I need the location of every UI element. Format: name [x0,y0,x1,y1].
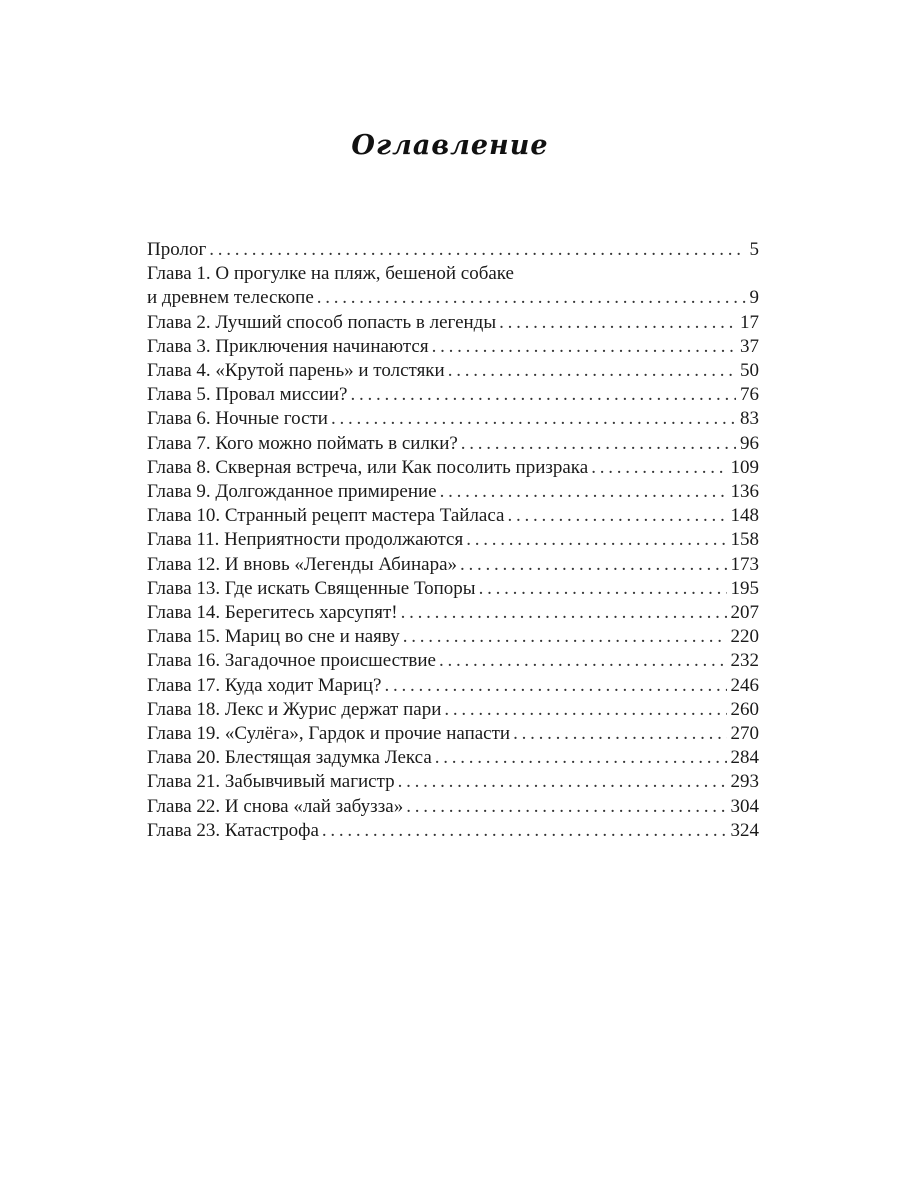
toc-entry [147,311,759,335]
toc-entry-page-number: 109 [730,456,759,478]
toc-entry [147,770,759,794]
toc-entry [147,601,759,625]
toc-entry-line [147,722,759,746]
toc-entry-page-number: 148 [730,505,759,527]
toc-entry-title: и древнем телескопе [147,287,314,309]
toc-entry [147,722,759,746]
toc-entry-page-number: 195 [730,577,759,599]
dot-leader [317,286,746,310]
toc-entry-page-number: 37 [740,335,759,357]
toc-entry-page-number: 284 [730,747,759,769]
toc-entry-line [147,286,759,310]
toc-entry-line [147,577,759,601]
toc-entry-page-number: 96 [740,432,759,454]
dot-leader [439,649,727,673]
toc-entry-title: Пролог [147,239,207,260]
toc-entry-page-number: 293 [730,771,759,793]
toc-entry-page-number: 304 [730,795,759,817]
toc-entry [147,553,759,577]
toc-entry-line [147,625,759,649]
dot-leader [513,722,726,746]
toc-entry [147,746,759,770]
toc-entry-title: Глава 8. Скверная встреча, или Как посолить призрака [147,456,589,478]
toc-entry-title: Глава 21. Забывчивый магистр [147,771,395,793]
dot-leader [406,795,726,819]
toc-entry-title: Глава 11. Неприятности продолжаются [147,529,464,551]
toc-entry-line [147,770,759,794]
toc-entry-page-number: 9 [749,287,759,309]
toc-entry-line [147,407,759,431]
toc-entry [147,528,759,552]
dot-leader [331,407,736,431]
toc-entry-title: Глава 15. Мариц во сне и наяву [147,626,400,648]
toc-entry-page-number: 260 [730,698,759,720]
toc-entry-title: Глава 17. Куда ходит Мариц? [147,674,382,696]
toc-entry-line [147,311,759,335]
dot-leader [432,335,736,359]
toc-entry-title: Глава 16. Загадочное происшествие [147,650,436,672]
dot-leader [385,674,727,698]
toc-entry-line [147,335,759,359]
toc-entry-line [147,528,759,552]
toc-entry [147,383,759,407]
toc-entry-page-number: 76 [740,384,759,406]
toc-entry [147,625,759,649]
toc-entry-title: Глава 20. Блестящая задумка Лекса [147,747,432,769]
toc-entry-line [147,553,759,577]
toc-entry-page-number: 50 [740,360,759,382]
toc-entry-title: Глава 10. Странный рецепт мастера Тайласа [147,505,505,527]
toc-entry [147,819,759,843]
toc-entry-page-number: 270 [730,723,759,745]
toc-entry [147,335,759,359]
toc-entry [147,238,759,262]
toc-entry-line [147,432,759,456]
toc-entry-line [147,601,759,625]
toc-entry-title: Глава 18. Лекс и Журис держат пари [147,698,442,720]
toc-entry-title: Глава 7. Кого можно поймать в силки? [147,432,458,454]
toc-entry [147,577,759,601]
dot-leader [499,311,736,335]
toc-entry-line [147,795,759,819]
dot-leader [466,528,726,552]
dot-leader [440,480,727,504]
toc-entry-title: Глава 4. «Крутой парень» и толстяки [147,360,445,382]
toc-entry-title: Глава 19. «Сулёга», Гардок и прочие напасти [147,723,511,745]
dot-leader [507,504,726,528]
toc-entry-line [147,674,759,698]
toc-entry [147,480,759,504]
dot-leader [479,577,727,601]
toc-entry-title: Глава 2. Лучший способ попасть в легенды [147,311,497,333]
dot-leader [435,746,727,770]
dot-leader [209,238,745,262]
toc-entry-line [147,456,759,480]
dot-leader [322,819,727,843]
toc-entry-page-number: 324 [730,819,759,841]
toc-entry-page-number: 207 [730,602,759,624]
toc-entry-line [147,383,759,407]
toc-entry-line [147,238,759,262]
toc-entry [147,359,759,383]
toc-entry [147,795,759,819]
toc-entry [147,674,759,698]
toc-entry-page-number: 83 [740,408,759,430]
toc-entry-line [147,480,759,504]
dot-leader [591,456,726,480]
dot-leader [461,432,736,456]
toc-entry [147,504,759,528]
toc-entry-title: Глава 22. И снова «лай забузза» [147,795,404,817]
toc-entry-line [147,649,759,673]
toc-entry-title: Глава 23. Катастрофа [147,819,319,841]
dot-leader [398,770,727,794]
toc-entry-line [147,698,759,722]
toc-entry-page-number: 5 [749,239,759,260]
dot-leader [460,553,726,577]
toc-entry-page-number: 17 [740,311,759,333]
toc-entry-line [147,359,759,383]
toc-entry [147,432,759,456]
toc-entry-title: Глава 5. Провал миссии? [147,384,348,406]
dot-leader [403,625,727,649]
toc-entry-page-number: 220 [730,626,759,648]
toc-entry-title: Глава 9. Долгожданное примирение [147,481,437,503]
toc-entry [147,407,759,431]
toc-entry-title: Глава 13. Где искать Священные Топоры [147,577,476,599]
toc-entry [147,262,759,310]
toc-entry-title: Глава 3. Приключения начинаются [147,335,429,357]
toc-entry-page-number: 232 [730,650,759,672]
toc-entry-title: Глава 12. И вновь «Легенды Абинара» [147,553,458,575]
toc-entry-title: Глава 6. Ночные гости [147,408,328,430]
toc-title: Оглавление [351,130,549,161]
toc-entry-title: Глава 14. Берегитесь харсупят! [147,602,398,624]
toc-entry [147,649,759,673]
dot-leader [350,383,736,407]
toc-entry-page-number: 246 [730,674,759,696]
toc-entry [147,456,759,480]
table-of-contents [147,238,759,843]
dot-leader [401,601,727,625]
toc-entry-page-number: 173 [730,553,759,575]
toc-entry-line [147,504,759,528]
dot-leader [448,359,736,383]
toc-entry-page-number: 158 [730,529,759,551]
toc-entry [147,698,759,722]
dot-leader [444,698,726,722]
toc-entry-line [147,819,759,843]
toc-entry-title-first-line: Глава 1. О прогулке на пляж, бешеной собаке [147,263,514,285]
toc-entry-page-number: 136 [730,481,759,503]
toc-entry-line [147,746,759,770]
